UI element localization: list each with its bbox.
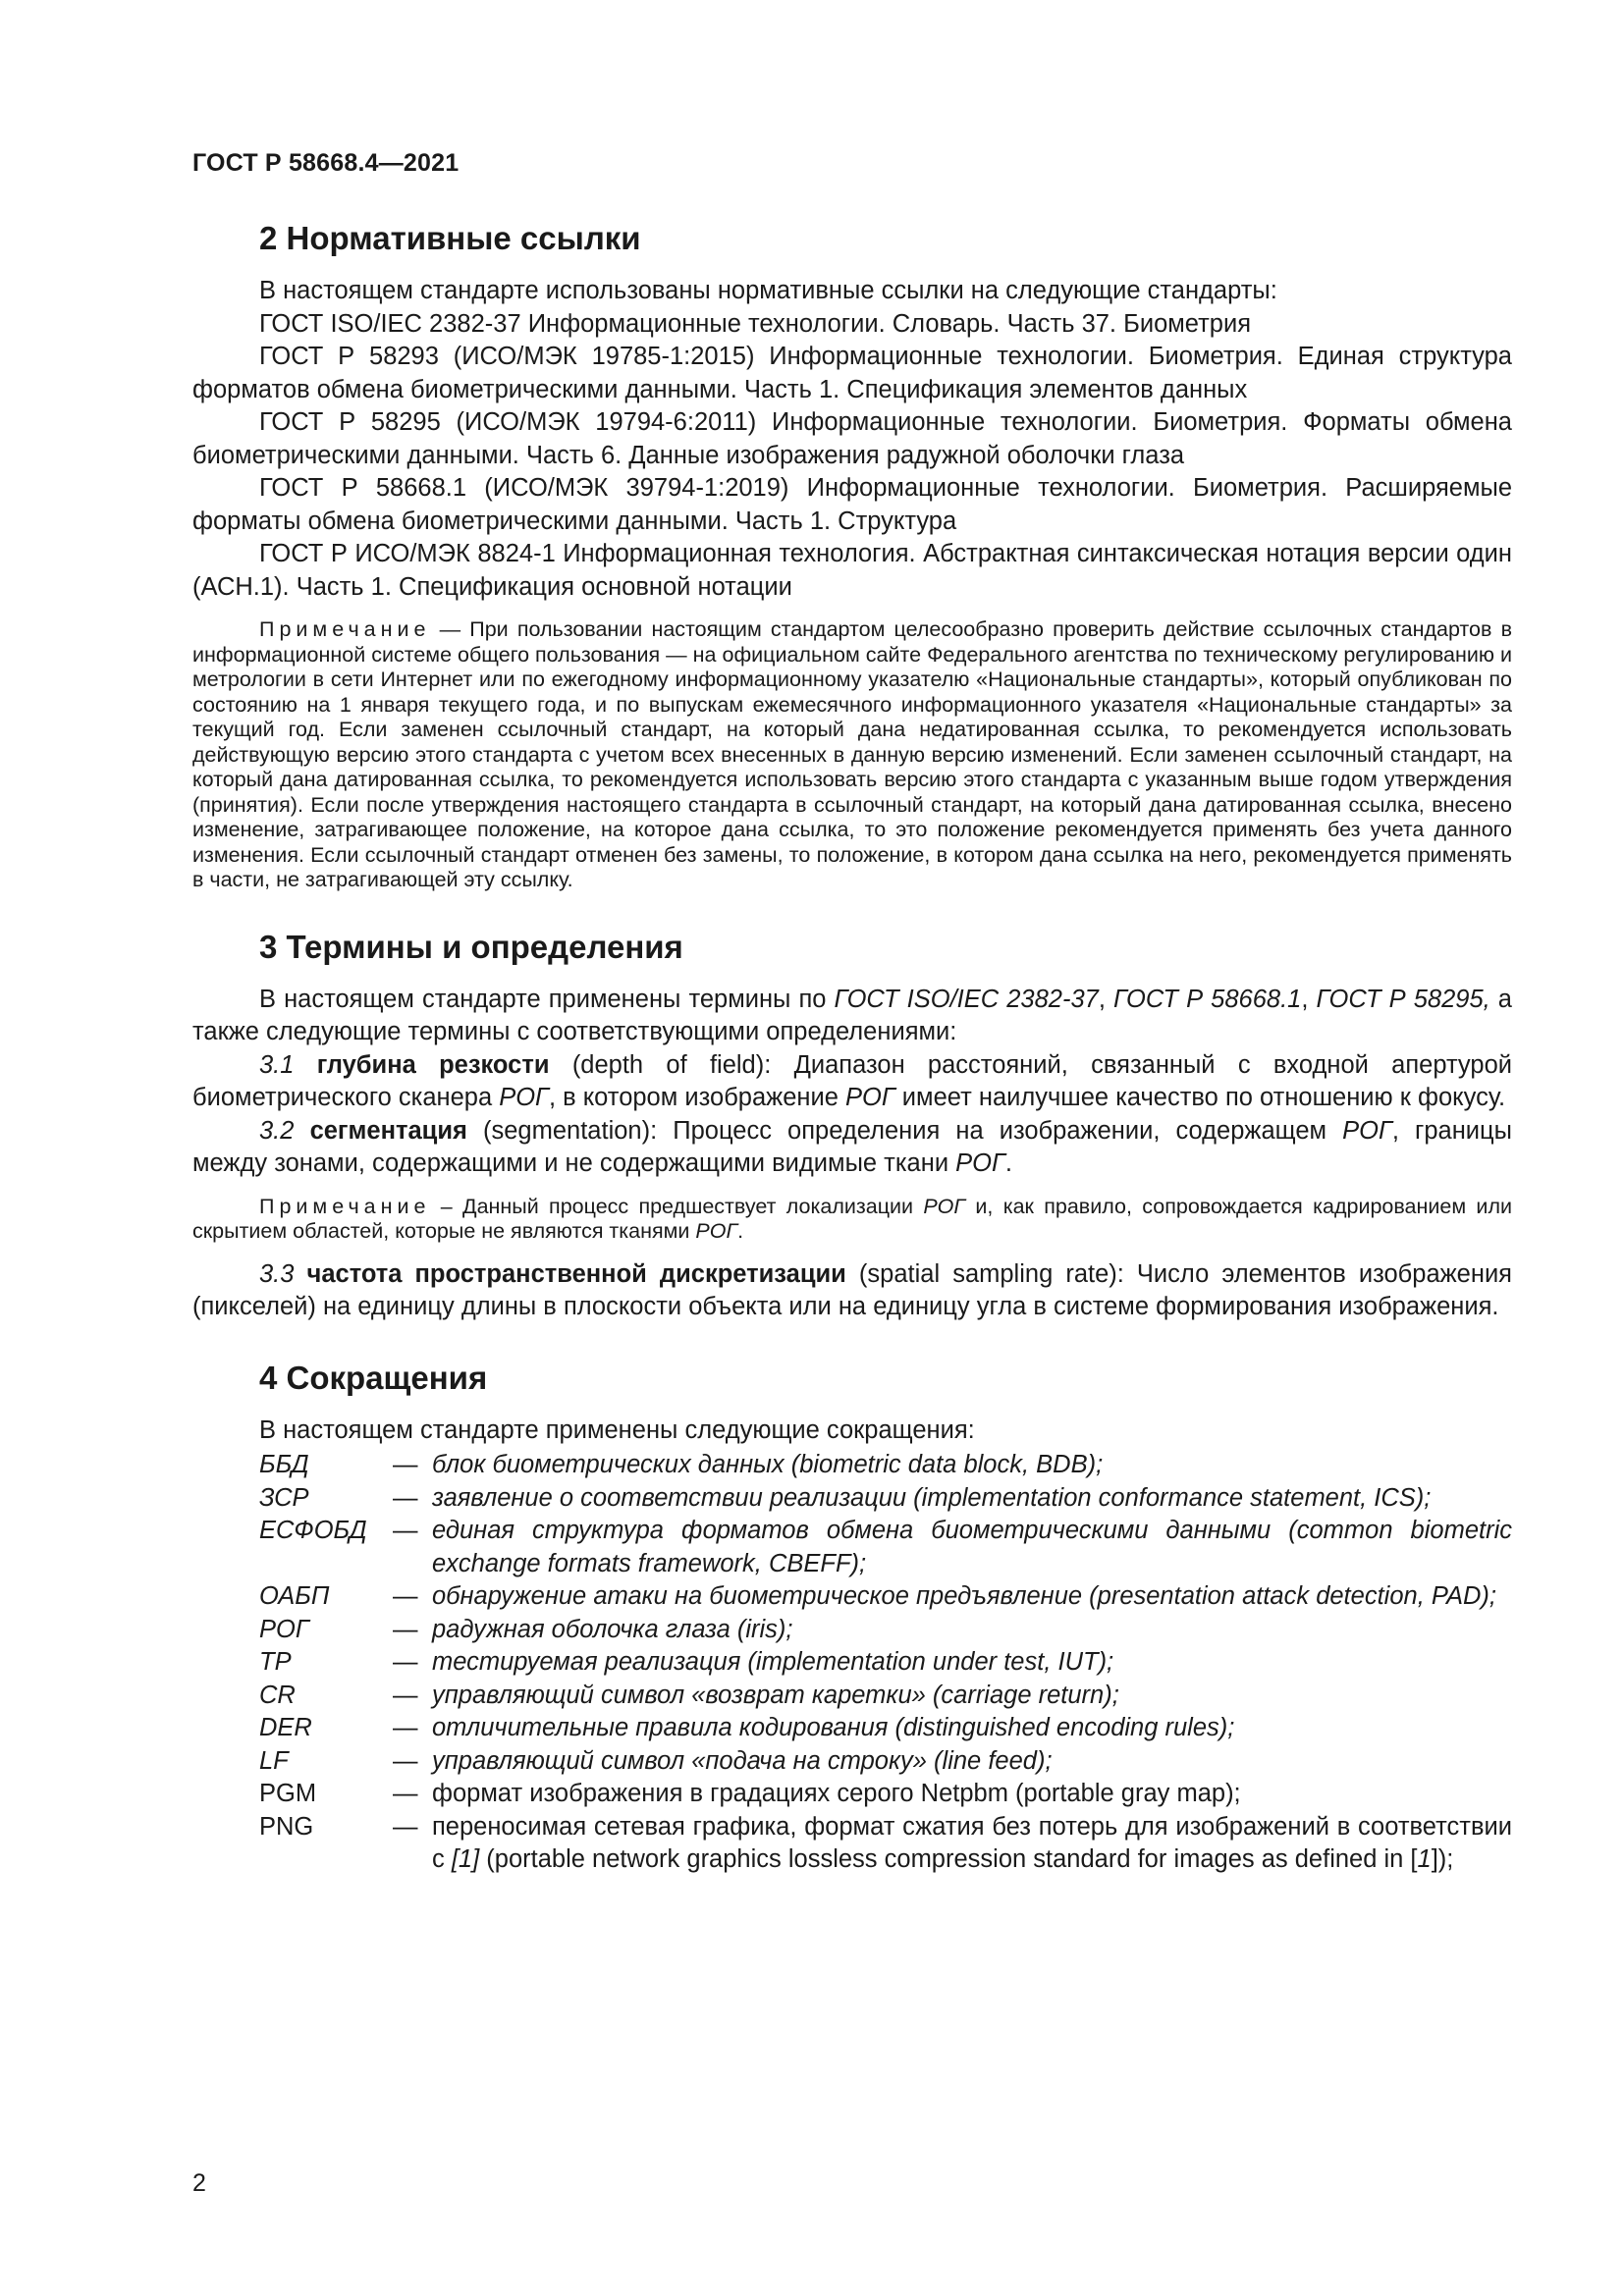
term-name: глубина резкости bbox=[316, 1050, 550, 1079]
abbreviation-definition: тестируемая реализация (implementation under test, IUT); bbox=[432, 1648, 1114, 1676]
standard-ref: ГОСТ Р 58668.1 bbox=[1113, 985, 1302, 1013]
abbreviation-dash: — bbox=[393, 1451, 418, 1478]
abbreviation-dash: — bbox=[393, 1517, 418, 1544]
term-definition bbox=[192, 1115, 1512, 1181]
section-title: 4 Сокращения bbox=[259, 1359, 488, 1396]
reference-item: ГОСТ Р 58668.1 (ИСО/МЭК 39794-1:2019) Информационные технологии. Биометрия. Расширяемые форматы обмена биометрическими данными. Часть 1. Структура bbox=[192, 474, 1512, 535]
section-normative-references bbox=[192, 218, 1512, 893]
definition-text: переносимая сетевая графика, формат сжатия без потерь для изображений в соответствии с bbox=[432, 1812, 1512, 1873]
abbreviation-dash: — bbox=[393, 1714, 418, 1741]
note-text: – Данный процесс предшествует локализации bbox=[430, 1194, 924, 1218]
term-name: сегментация bbox=[309, 1116, 467, 1145]
abbreviation-dash: — bbox=[393, 1681, 418, 1709]
term-abbr: РОГ bbox=[845, 1084, 895, 1111]
reference-item: ГОСТ Р ИСО/МЭК 8824-1 Информационная технология. Абстрактная синтаксическая нотация версии один (АСН.1). Часть 1. Спецификация основной нотации bbox=[192, 540, 1512, 601]
abbreviation-dash: — bbox=[393, 1746, 418, 1775]
abbreviation-row bbox=[259, 1449, 1512, 1482]
section-terms-definitions bbox=[192, 927, 1512, 1324]
abbreviation-row bbox=[259, 1614, 1512, 1647]
definition-text: ]); bbox=[1431, 1845, 1454, 1873]
page-number: 2 bbox=[192, 2169, 206, 2197]
term-text: . bbox=[1004, 1149, 1012, 1177]
abbreviation-definition: управляющий символ «возврат каретки» (carriage return); bbox=[432, 1681, 1119, 1709]
intro-sep: , bbox=[1098, 985, 1113, 1013]
abbreviation-row bbox=[259, 1680, 1512, 1713]
abbreviation-row bbox=[259, 1515, 1512, 1580]
abbreviation-dash: — bbox=[393, 1615, 418, 1643]
bibliography-ref: 1 bbox=[1417, 1845, 1432, 1873]
reference-item: ГОСТ Р 58293 (ИСО/МЭК 19785-1:2015) Информационные технологии. Биометрия. Единая структура форматов обмена биометрическими данными. Часть 1. Спецификация элементов данных bbox=[192, 343, 1512, 403]
section-abbreviations bbox=[192, 1358, 1512, 1877]
abbreviation: ББД bbox=[259, 1451, 309, 1478]
abbreviation-definition: отличительные правила кодирования (distinguished encoding rules); bbox=[432, 1714, 1235, 1741]
term-text: , границы между зонами, содержащими и не содержащими видимые ткани bbox=[192, 1116, 1512, 1177]
abbreviation: CR bbox=[259, 1681, 296, 1709]
term-name: частота пространственной дискретизации bbox=[306, 1259, 846, 1288]
abbreviation-definition: управляющий символ «подача на строку» (line feed); bbox=[432, 1746, 1053, 1775]
term-definition bbox=[192, 1049, 1512, 1115]
abbreviation-dash: — bbox=[393, 1483, 418, 1512]
intro-sep: , bbox=[1301, 985, 1317, 1013]
abbreviation: PNG bbox=[259, 1812, 314, 1841]
intro-text: а также следующие термины с соответствующими определениями: bbox=[192, 985, 1512, 1045]
note-label: Примечание bbox=[259, 617, 431, 641]
section-intro bbox=[192, 984, 1512, 1049]
bibliography-ref: [1] bbox=[451, 1845, 480, 1873]
abbreviation-dash: — bbox=[393, 1812, 418, 1841]
abbreviation-definition: блок биометрических данных (biometric data block, BDB); bbox=[432, 1451, 1104, 1478]
section-intro: В настоящем стандарте использованы нормативные ссылки на следующие стандарты: bbox=[259, 277, 1277, 304]
abbreviation-row bbox=[259, 1778, 1512, 1811]
section-intro: В настоящем стандарте применены следующие сокращения: bbox=[259, 1415, 975, 1444]
abbreviation-dash: — bbox=[393, 1648, 418, 1676]
abbreviation: ЗСР bbox=[259, 1483, 309, 1512]
term-number: 3.2 bbox=[259, 1116, 295, 1145]
standard-ref: ГОСТ Р 58295, bbox=[1316, 985, 1490, 1013]
intro-text: В настоящем стандарте применены термины по bbox=[259, 985, 835, 1013]
abbreviation-row bbox=[259, 1482, 1512, 1516]
abbreviation-list bbox=[259, 1449, 1512, 1811]
abbreviation-definition: радужная оболочка глаза (iris); bbox=[432, 1615, 793, 1643]
abbreviation-row bbox=[259, 1712, 1512, 1745]
abbreviation: ОАБП bbox=[259, 1582, 330, 1610]
term-definition bbox=[192, 1258, 1512, 1324]
document-content bbox=[192, 218, 1512, 1877]
term-abbr: РОГ bbox=[955, 1149, 1005, 1177]
definition-text: (portable network graphics lossless compression standard for images as defined in [ bbox=[479, 1845, 1418, 1873]
abbreviation: PGM bbox=[259, 1780, 317, 1807]
term-text: имеет наилучшее качество по отношению к фокусу. bbox=[894, 1084, 1506, 1111]
abbreviation: LF bbox=[259, 1746, 289, 1775]
term-abbr: РОГ bbox=[499, 1084, 549, 1111]
note-abbr: РОГ bbox=[695, 1219, 738, 1243]
note-label: Примечание bbox=[259, 1194, 431, 1218]
standard-ref: ГОСТ ISO/IEC 2382-37 bbox=[834, 985, 1099, 1013]
abbreviation-definition: формат изображения в градациях серого Netpbm (portable gray map); bbox=[432, 1780, 1241, 1807]
abbreviation: DER bbox=[259, 1714, 312, 1741]
term-number: 3.3 bbox=[259, 1259, 295, 1288]
abbreviation-row bbox=[259, 1580, 1512, 1614]
abbreviation: ЕСФОБД bbox=[259, 1517, 367, 1544]
section-title: 3 Термины и определения bbox=[259, 928, 683, 965]
term-text: (depth of field): Диапазон расстояний, связанный с входной апертурой биометрического сканера bbox=[192, 1050, 1512, 1111]
abbreviation-definition bbox=[432, 1811, 1512, 1877]
abbreviation-definition: заявление о соответствии реализации (implementation conformance statement, ICS); bbox=[432, 1483, 1432, 1512]
note bbox=[192, 617, 1512, 893]
abbreviation-dash: — bbox=[393, 1582, 418, 1610]
term-abbr: РОГ bbox=[1342, 1116, 1392, 1145]
abbreviation-row bbox=[259, 1745, 1512, 1779]
abbreviation-row bbox=[259, 1646, 1512, 1680]
section-title: 2 Нормативные ссылки bbox=[259, 220, 641, 256]
note bbox=[192, 1195, 1512, 1245]
abbreviation: ТР bbox=[259, 1648, 292, 1676]
abbreviation-definition: единая структура форматов обмена биометрическими данными (common biometric exchange formats framework, CBEFF); bbox=[432, 1517, 1512, 1577]
note-text: — При пользовании настоящим стандартом целесообразно проверить действие ссылочных стандартов в информационной системе общего пользования — на официальном сайте Федерального агентства по техническому регулированию и метрологии в сети Интернет или по ежегодному информационному указателю «Национальные стандарты», который опубликован по состоянию на 1 января текущего года, и по выпускам ежемесячного информационного указателя «Национальные стандарты» за текущий год. Если заменен ссылочный стандарт, на который дана недатированная ссылка, то рекомендуется использовать действующую версию этого стандарта с учетом всех внесенных в данную версию изменений. Если заменен ссылочный стандарт, на который дана датированная ссылка, то рекомендуется использовать версию этого стандарта с указанным выше годом утверждения (принятия). Если после утверждения настоящего стандарта в ссылочный стандарт, на который дана датированная ссылка, внесено изменение, затрагивающее положение, на которое дана ссылка, то это положение рекомендуется применять без учета данного изменения. Если ссылочный стандарт отменен без замены, то положение, в котором дана ссылка на него, рекомендуется применять в части, не затрагивающей эту ссылку. bbox=[192, 617, 1512, 891]
document-header: ГОСТ Р 58668.4—2021 bbox=[192, 149, 460, 177]
abbreviation-definition: обнаружение атаки на биометрическое предъявление (presentation attack detection, PAD); bbox=[432, 1582, 1496, 1610]
abbreviation: РОГ bbox=[259, 1615, 309, 1643]
abbreviation-list-png bbox=[259, 1811, 1512, 1877]
term-number: 3.1 bbox=[259, 1050, 295, 1079]
note-text: и, как правило, сопровождается кадрированием или скрытием областей, которые не являются тканями bbox=[192, 1194, 1512, 1243]
reference-item: ГОСТ ISO/IEC 2382-37 Информационные технологии. Словарь. Часть 37. Биометрия bbox=[259, 309, 1252, 338]
abbreviation-dash: — bbox=[393, 1780, 418, 1807]
term-text: (segmentation): Процесс определения на изображении, содержащем bbox=[466, 1116, 1343, 1145]
abbreviation-row bbox=[259, 1811, 1512, 1877]
note-abbr: РОГ bbox=[923, 1194, 966, 1218]
reference-item: ГОСТ Р 58295 (ИСО/МЭК 19794-6:2011) Информационные технологии. Биометрия. Форматы обмена биометрическими данными. Часть 6. Данные изображения радужной оболочки глаза bbox=[192, 408, 1512, 469]
term-text: (spatial sampling rate): Число элементов изображения (пикселей) на единицу длины в плоскости объекта или на единицу угла в системе формирования изображения. bbox=[192, 1259, 1512, 1320]
note-text: . bbox=[737, 1219, 744, 1243]
term-text: , в котором изображение bbox=[548, 1084, 845, 1111]
